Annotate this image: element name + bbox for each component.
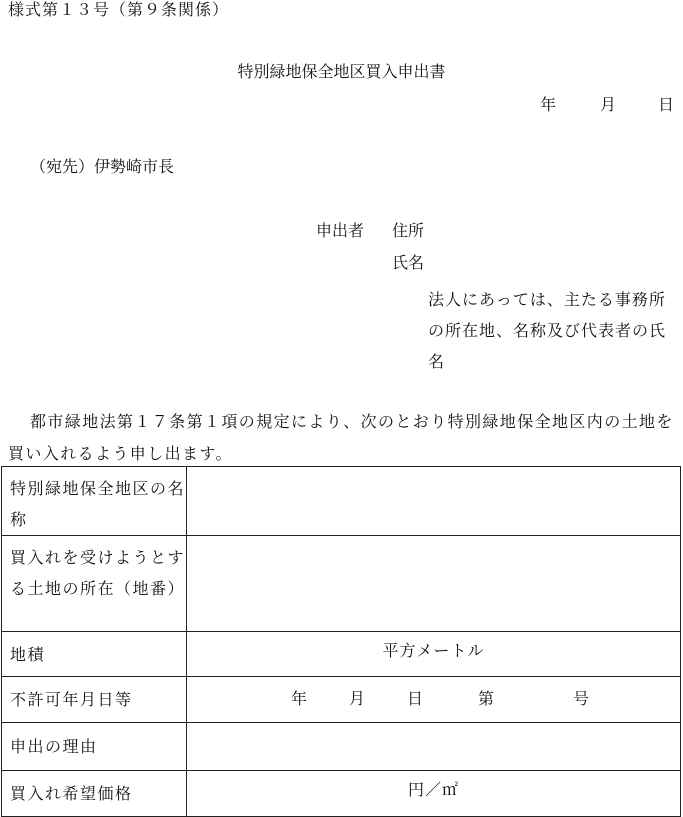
- submission-date: [540, 95, 674, 115]
- field-green-area-name[interactable]: [187, 467, 681, 536]
- field-refusal-date[interactable]: [187, 677, 681, 723]
- table-row: [2, 723, 681, 771]
- form-number: 様式第１３号（第９条関係）: [8, 0, 230, 19]
- refusal-number-suffix: 号: [573, 689, 590, 708]
- refusal-number-prefix: 第: [478, 689, 495, 708]
- label-refusal-date: 不許可年月日等: [2, 677, 187, 723]
- field-desired-price[interactable]: [187, 771, 681, 817]
- body-text: 都市緑地法第１７条第１項の規定により、次のとおり特別緑地保全地区内の土地を買い入れるよう申し出ます。: [8, 412, 674, 463]
- field-land-location[interactable]: [187, 536, 681, 632]
- table-row: [2, 536, 681, 632]
- corporate-note: 法人にあっては、主たる事務所の所在地、名称及び代表者の氏名: [428, 290, 667, 371]
- label-green-area-name: 特別緑地保全地区の名称: [2, 467, 187, 536]
- label-reason: 申出の理由: [2, 723, 187, 771]
- address-label: 住所: [392, 221, 425, 240]
- table-row: [2, 677, 681, 723]
- label-land-location: 買入れを受けようとする土地の所在（地番）: [2, 536, 187, 632]
- application-form-table: [1, 466, 681, 817]
- applicant-label: 申出者: [316, 221, 365, 240]
- table-row: [2, 771, 681, 817]
- table-row: [2, 632, 681, 677]
- table-row: [2, 467, 681, 536]
- price-unit: 円／㎡: [407, 780, 459, 799]
- date-year: 年: [540, 95, 557, 114]
- field-land-area[interactable]: [187, 632, 681, 677]
- document-title: 特別緑地保全地区買入申出書: [237, 62, 446, 81]
- land-area-unit: 平方メートル: [382, 641, 485, 660]
- date-day: 日: [658, 95, 675, 114]
- label-desired-price: 買入れ希望価格: [2, 771, 187, 817]
- refusal-month: 月: [349, 689, 366, 708]
- addressee: （宛先）伊勢崎市長: [30, 157, 175, 176]
- name-label: 氏名: [392, 253, 425, 272]
- refusal-year: 年: [291, 689, 308, 708]
- refusal-day: 日: [407, 689, 424, 708]
- label-land-area: 地積: [2, 632, 187, 677]
- date-month: 月: [600, 95, 617, 114]
- field-reason[interactable]: [187, 723, 681, 771]
